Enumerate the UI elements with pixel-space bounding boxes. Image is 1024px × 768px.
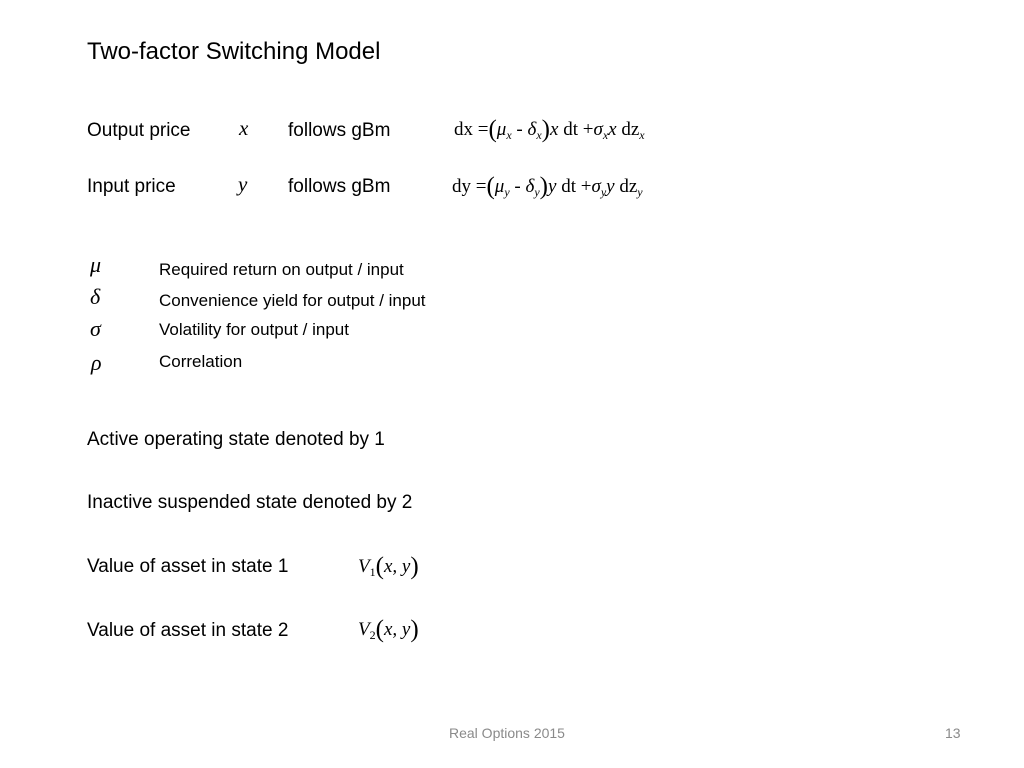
legend-text-sigma: Volatility for output / input (159, 320, 349, 339)
input-price-process: follows gBm (288, 176, 391, 197)
input-price-label: Input price (87, 176, 176, 197)
legend-text-delta: Convenience yield for output / input (159, 291, 426, 310)
output-price-process: follows gBm (288, 120, 391, 141)
value-state2-formula: $V_2(x$, y) (358, 616, 419, 643)
legend-symbol-rho: ρ (91, 350, 102, 375)
page-number: 13 (945, 725, 961, 741)
output-price-label: Output price (87, 120, 191, 141)
output-price-equation: dx $=(\mu_x - \delta_x)x$ dt $+\sigma_xx$ $dz_x$ (454, 116, 645, 143)
legend-symbol-delta: δ (90, 284, 101, 309)
output-price-symbol: x (239, 116, 249, 140)
footer-title: Real Options 2015 (449, 725, 565, 741)
legend-text-rho: Correlation (159, 352, 243, 371)
legend-symbol-mu: μ (90, 252, 102, 277)
inactive-state-text: Inactive suspended state denoted by 2 (87, 492, 413, 513)
legend-symbol-sigma: σ (90, 316, 101, 341)
input-price-equation: dy $=(\mu_y - \delta_y)y$ dt $+\sigma_yy$ $dz_y$ (452, 173, 643, 200)
value-state2-label: Value of asset in state 2 (87, 620, 289, 641)
value-state1-formula: $V_1(x$, y) (358, 553, 419, 580)
input-price-symbol: y (238, 172, 248, 196)
value-state1-label: Value of asset in state 1 (87, 556, 289, 577)
slide-title: Two-factor Switching Model (87, 38, 381, 65)
active-state-text: Active operating state denoted by 1 (87, 429, 385, 450)
legend-text-mu: Required return on output / input (159, 260, 404, 279)
